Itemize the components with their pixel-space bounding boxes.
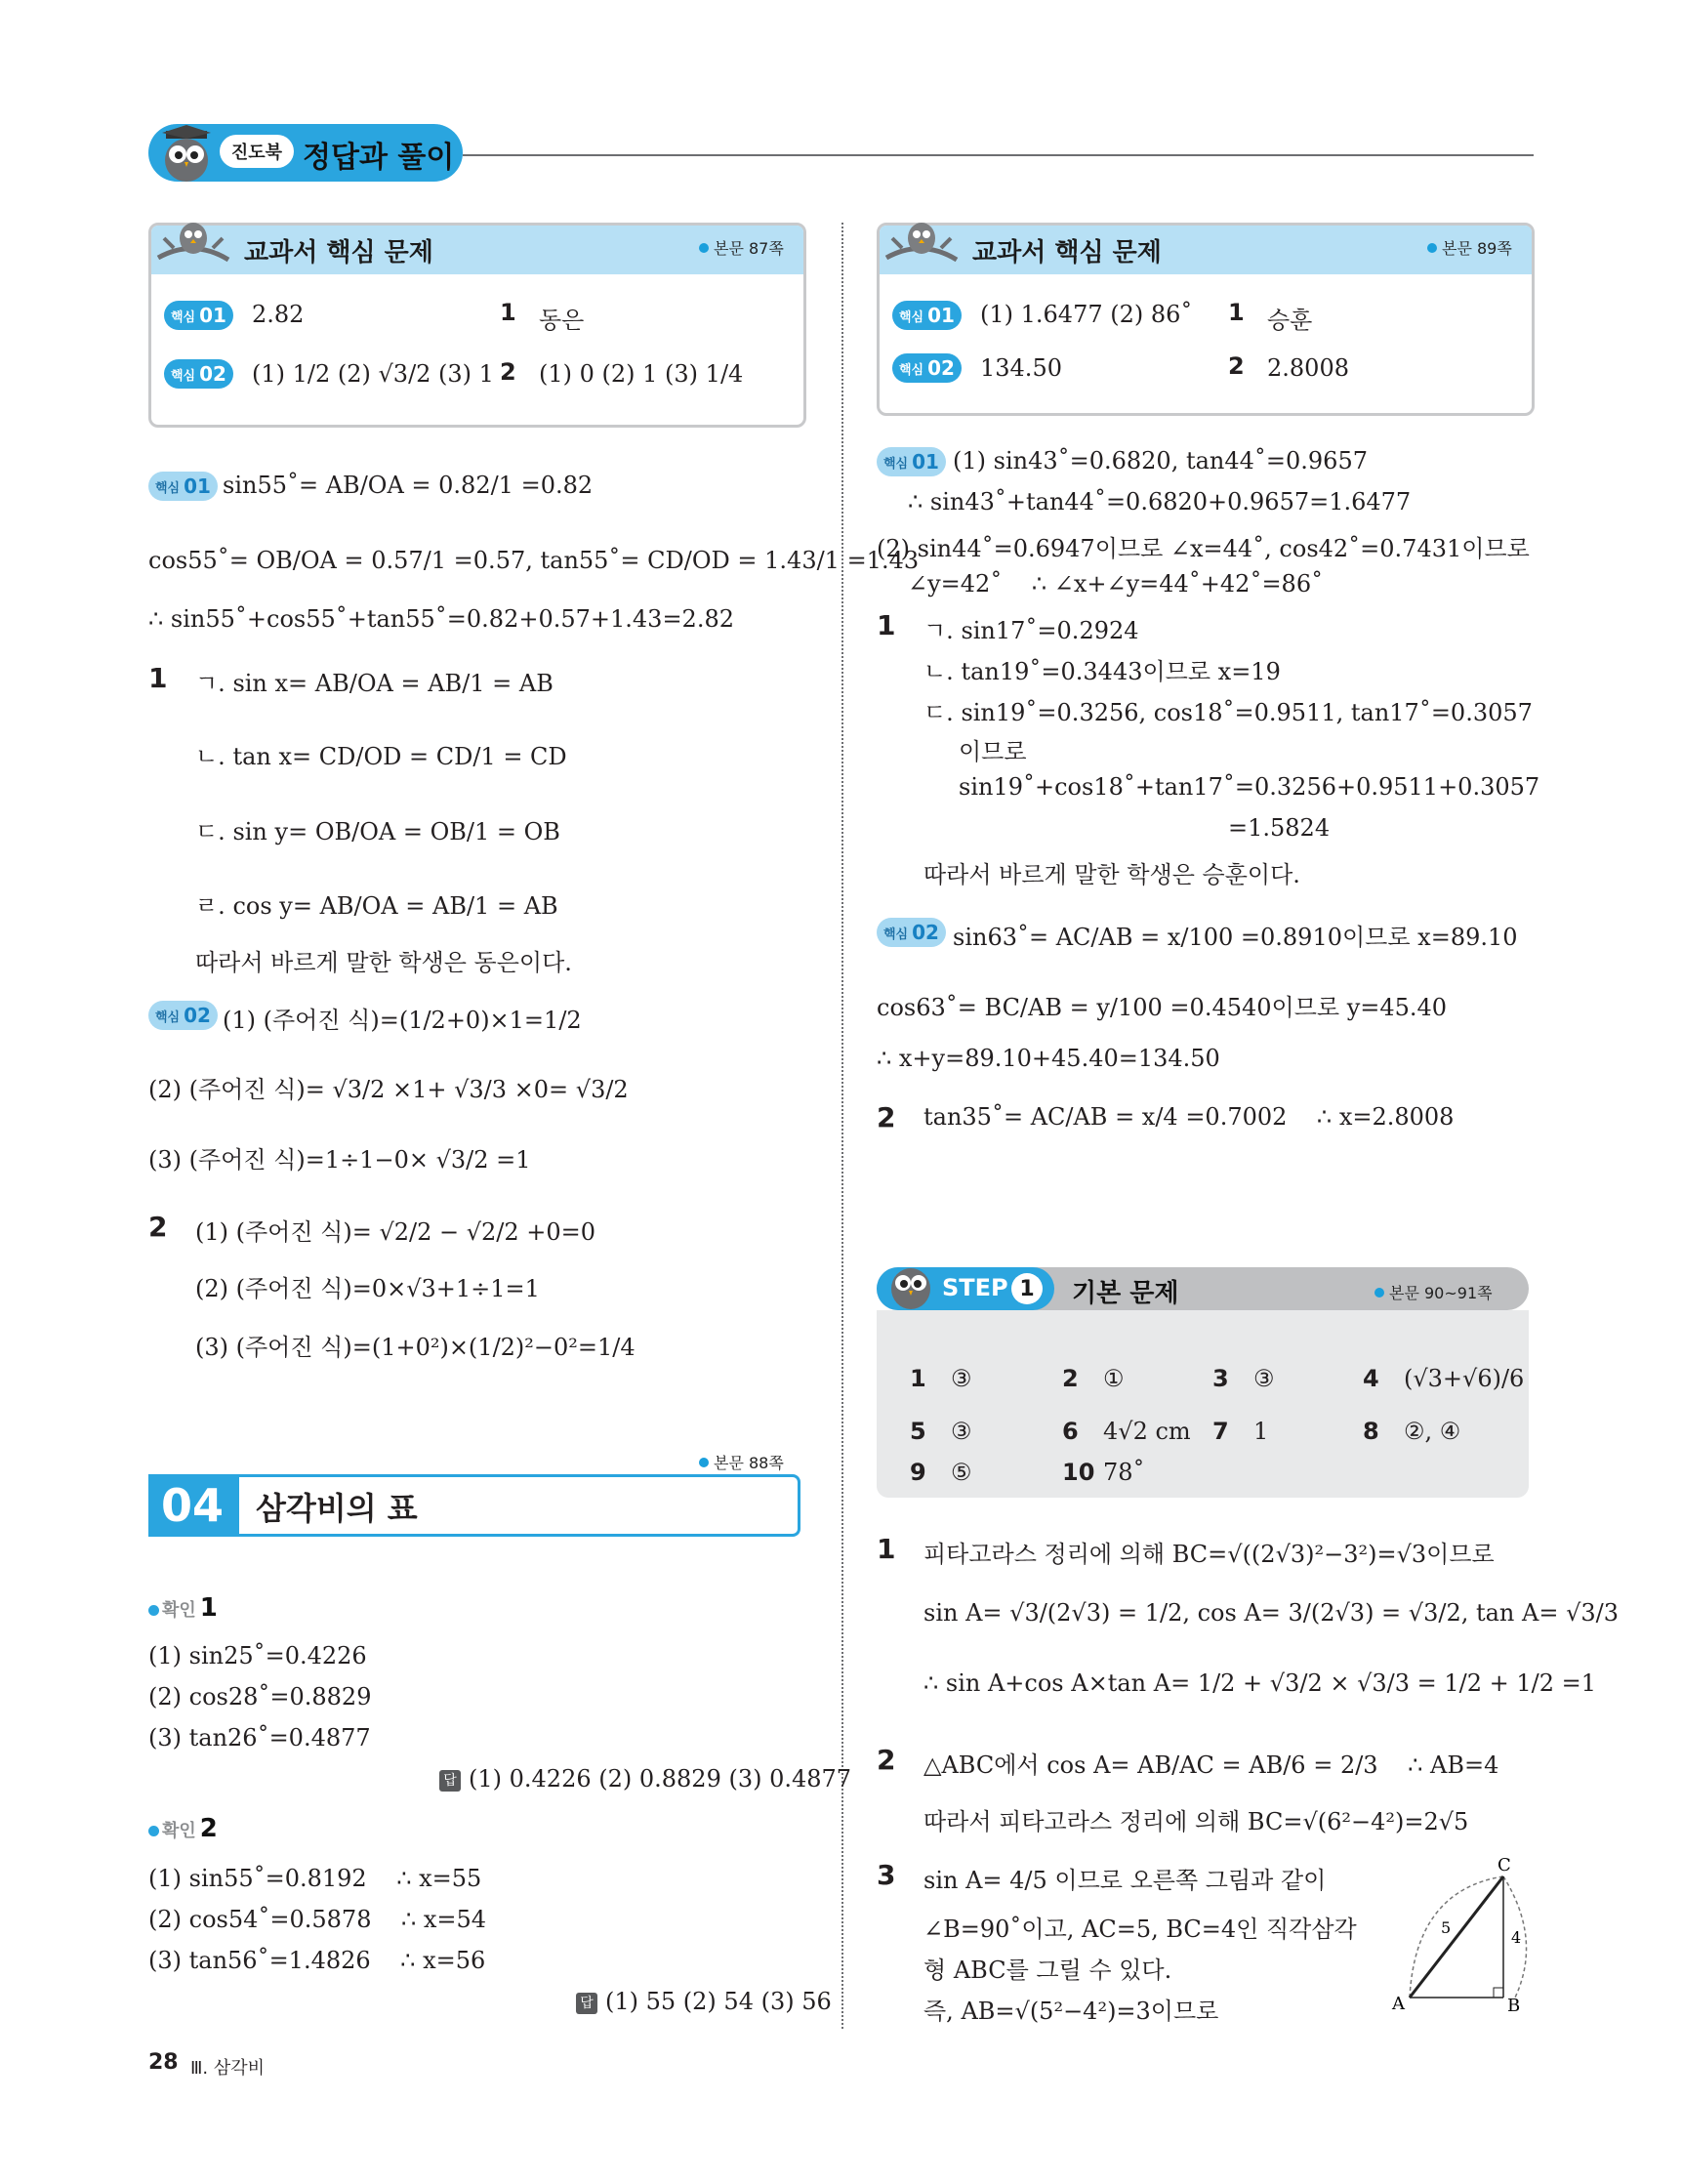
sol-line: ㄴ. tan x= CD/OD = CD/1 = CD bbox=[195, 743, 567, 770]
sol-line: =1.5824 bbox=[1228, 814, 1331, 842]
left-row2-q: 2 bbox=[500, 358, 516, 386]
problem-num: 3 bbox=[877, 1859, 896, 1891]
sol-line: (3) (주어진 식)=1÷1−0× √3/2 =1 bbox=[148, 1146, 531, 1174]
step-answer-value: 4√2 cm bbox=[1103, 1418, 1191, 1445]
confirm-2-answer bbox=[576, 1988, 832, 2015]
sol-line: 형 ABC를 그릴 수 있다. bbox=[923, 1957, 1172, 1984]
bird-icon bbox=[882, 209, 961, 273]
sol-line: (2) (주어진 식)= √3/2 ×1+ √3/3 ×0= √3/2 bbox=[148, 1076, 629, 1103]
chapter-label: Ⅲ. 삼각비 bbox=[190, 2058, 266, 2079]
right-row1-ans: 승훈 bbox=[1267, 307, 1313, 334]
confirm-num: 2 bbox=[199, 1814, 218, 1843]
confirm-dot-icon bbox=[148, 1826, 159, 1836]
sol-line: ㄷ. sin19˚=0.3256, cos18˚=0.9511, tan17˚=0.3057 bbox=[923, 699, 1533, 726]
step-answer-value: 78˚ bbox=[1103, 1459, 1145, 1486]
owl-icon bbox=[882, 1257, 939, 1314]
confirm-1-answer bbox=[439, 1765, 851, 1793]
confirm-line: (2) cos28˚=0.8829 bbox=[148, 1683, 372, 1710]
sol-line: ∠B=90˚이고, AC=5, BC=4인 직각삼각 bbox=[923, 1916, 1357, 1943]
sol-line: ㄱ. sin17˚=0.2924 bbox=[923, 617, 1139, 644]
left-row1-val: 2.82 bbox=[252, 301, 305, 328]
section-number: 04 bbox=[148, 1474, 236, 1537]
tag-label: 핵심 bbox=[883, 456, 909, 472]
sol-line: ㄷ. sin y= OB/OA = OB/1 = OB bbox=[195, 818, 560, 845]
problem-num: 2 bbox=[148, 1211, 168, 1243]
label-hyp: 5 bbox=[1441, 1918, 1452, 1937]
step-answer-num: 1 bbox=[910, 1365, 926, 1392]
sol-line: ㄴ. tan19˚=0.3443이므로 x=19 bbox=[923, 658, 1281, 685]
sol-line: sin19˚+cos18˚+tan17˚=0.3256+0.9511+0.3057 bbox=[959, 773, 1540, 801]
section-title: 삼각비의 표 bbox=[256, 1490, 418, 1527]
sol-line: 따라서 피타고라스 정리에 의해 BC=√(6²−4²)=2√5 bbox=[923, 1808, 1469, 1835]
ref-text: 본문 89쪽 bbox=[1442, 239, 1512, 258]
sol-line: ∴ sin55˚+cos55˚+tan55˚=0.82+0.57+1.43=2.82 bbox=[148, 605, 734, 633]
tag-num: 02 bbox=[912, 921, 939, 944]
step-answer-value: ③ bbox=[951, 1365, 972, 1392]
sol-line: ∴ sin43˚+tan44˚=0.6820+0.9657=1.6477 bbox=[908, 488, 1412, 515]
problem-num: 2 bbox=[877, 1101, 896, 1133]
step-number: 1 bbox=[1011, 1273, 1043, 1304]
sol-line: sin55˚= AB/OA = 0.82/1 =0.82 bbox=[223, 472, 594, 499]
step-answer-value: ③ bbox=[951, 1418, 972, 1445]
left-row2-ans: (1) 0 (2) 1 (3) 1/4 bbox=[539, 360, 744, 388]
label-side: 4 bbox=[1511, 1928, 1522, 1947]
step-label: STEP bbox=[942, 1274, 1008, 1301]
ref-dot-icon bbox=[699, 1458, 709, 1467]
step-answer-num: 7 bbox=[1212, 1418, 1229, 1445]
sol-line: 이므로 bbox=[959, 738, 1027, 765]
tag-num: 01 bbox=[927, 304, 955, 327]
step-answer-value: 1 bbox=[1253, 1418, 1269, 1445]
sol-line: ㄱ. sin x= AB/OA = AB/1 = AB bbox=[195, 670, 554, 697]
sol-line: cos55˚= OB/OA = 0.57/1 =0.57, tan55˚= CD/OD = 1.43/1 =1.43 bbox=[148, 547, 920, 574]
right-row1-q: 1 bbox=[1228, 299, 1245, 326]
right-row2-ans: 2.8008 bbox=[1267, 354, 1349, 382]
ref-dot-icon bbox=[1374, 1288, 1384, 1298]
problem-num: 1 bbox=[148, 662, 168, 694]
owl-icon bbox=[156, 125, 217, 185]
tag-num: 01 bbox=[912, 450, 939, 474]
ref-dot-icon bbox=[1427, 243, 1437, 253]
header-badge: 진도북 bbox=[220, 135, 294, 168]
tag-label: 핵심 bbox=[899, 309, 924, 325]
step-answer-num: 4 bbox=[1363, 1365, 1379, 1392]
step-answer-num: 10 bbox=[1062, 1459, 1095, 1486]
sol-line: (1) (주어진 식)=(1/2+0)×1=1/2 bbox=[223, 1007, 582, 1034]
confirm-dot-icon bbox=[148, 1605, 159, 1616]
step-answer-grid bbox=[877, 1310, 1529, 1498]
tag-label: 핵심 bbox=[899, 362, 924, 378]
right-box-ref bbox=[1427, 236, 1512, 259]
confirm-line: (3) tan56˚=1.4826 ∴ x=56 bbox=[148, 1947, 486, 1974]
step-answer-num: 8 bbox=[1363, 1418, 1379, 1445]
sol-line: sin63˚= AC/AB = x/100 =0.8910이므로 x=89.10 bbox=[953, 924, 1518, 951]
sol-line: ㄹ. cos y= AB/OA = AB/1 = AB bbox=[195, 892, 558, 920]
tag-label: 핵심 bbox=[171, 309, 196, 325]
sol-line: △ABC에서 cos A= AB/AC = AB/6 = 2/3 ∴ AB=4 bbox=[923, 1751, 1499, 1779]
sol-line: 따라서 바르게 말한 학생은 동은이다. bbox=[195, 949, 572, 976]
column-divider bbox=[841, 223, 843, 2029]
step-ref bbox=[1374, 1281, 1493, 1303]
confirm-num: 1 bbox=[199, 1593, 218, 1623]
tag-num: 01 bbox=[184, 474, 211, 498]
tag-02 bbox=[148, 1001, 218, 1030]
sol-line: cos63˚= BC/AB = y/100 =0.4540이므로 y=45.40 bbox=[877, 994, 1448, 1021]
sol-line: sin A= 4/5 이므로 오른쪽 그림과 같이 bbox=[923, 1867, 1327, 1894]
sol-line: sin A= √3/(2√3) = 1/2, cos A= 3/(2√3) = √3/2, tan A= √3/3 bbox=[923, 1599, 1619, 1627]
step-answer-num: 5 bbox=[910, 1418, 926, 1445]
tag-num: 02 bbox=[927, 356, 955, 380]
right-box-title: 교과서 핵심 문제 bbox=[972, 238, 1162, 268]
tag-label: 핵심 bbox=[171, 368, 196, 384]
confirm-line: (3) tan26˚=0.4877 bbox=[148, 1724, 371, 1751]
tag-num: 02 bbox=[184, 1004, 211, 1027]
confirm-text: 확인 bbox=[162, 1821, 196, 1841]
tag-02 bbox=[164, 359, 233, 389]
left-row1-ans: 동은 bbox=[539, 307, 585, 334]
sol-line: ∴ x+y=89.10+45.40=134.50 bbox=[877, 1045, 1220, 1072]
left-box-title: 교과서 핵심 문제 bbox=[244, 238, 433, 268]
step-answer-value: ②, ④ bbox=[1404, 1418, 1461, 1445]
problem-num: 2 bbox=[877, 1744, 896, 1776]
step-answer-value: (√3+√6)/6 bbox=[1404, 1365, 1525, 1392]
tag-label: 핵심 bbox=[155, 480, 181, 496]
sol-line: (2) sin44˚=0.6947이므로 ∠x=44˚, cos42˚=0.7431이므로 bbox=[877, 535, 1530, 562]
tag-02 bbox=[877, 918, 946, 947]
left-box-ref bbox=[699, 236, 784, 259]
tag-01 bbox=[877, 447, 946, 476]
left-row1-q: 1 bbox=[500, 299, 516, 326]
step-answer-num: 2 bbox=[1062, 1365, 1079, 1392]
sol-line: (3) (주어진 식)=(1+0²)×(1/2)²−0²=1/4 bbox=[195, 1334, 636, 1361]
bird-icon bbox=[154, 209, 232, 273]
step-answer-num: 3 bbox=[1212, 1365, 1229, 1392]
sol-line: 따라서 바르게 말한 학생은 승훈이다. bbox=[923, 861, 1300, 888]
step-answer-value: ③ bbox=[1253, 1365, 1275, 1392]
answer-text: (1) 55 (2) 54 (3) 56 bbox=[605, 1988, 832, 2015]
step-answer-value: ⑤ bbox=[951, 1459, 972, 1486]
right-row2-val: 134.50 bbox=[980, 354, 1062, 382]
tag-num: 02 bbox=[199, 362, 226, 386]
page-title: 정답과 풀이 bbox=[303, 141, 455, 175]
answer-icon: 답 bbox=[576, 1993, 597, 2014]
ref-text: 본문 90~91쪽 bbox=[1389, 1284, 1493, 1302]
answer-text: (1) 0.4226 (2) 0.8829 (3) 0.4877 bbox=[469, 1765, 852, 1793]
step-answer-num: 6 bbox=[1062, 1418, 1079, 1445]
confirm-text: 확인 bbox=[162, 1600, 196, 1621]
confirm-1-label bbox=[148, 1593, 218, 1623]
right-row2-q: 2 bbox=[1228, 352, 1245, 380]
problem-num: 1 bbox=[877, 609, 896, 641]
sol-line: tan35˚= AC/AB = x/4 =0.7002 ∴ x=2.8008 bbox=[923, 1103, 1455, 1131]
tag-01 bbox=[892, 301, 962, 330]
confirm-line: (1) sin25˚=0.4226 bbox=[148, 1642, 367, 1669]
sol-line: (1) sin43˚=0.6820, tan44˚=0.9657 bbox=[953, 447, 1368, 474]
step-answer-value: ① bbox=[1103, 1365, 1125, 1392]
confirm-line: (2) cos54˚=0.5878 ∴ x=54 bbox=[148, 1906, 487, 1933]
sol-line: 피타고라스 정리에 의해 BC=√((2√3)²−3²)=√3이므로 bbox=[923, 1541, 1495, 1568]
label-A: A bbox=[1392, 1994, 1405, 2014]
confirm-line: (1) sin55˚=0.8192 ∴ x=55 bbox=[148, 1865, 482, 1892]
header-rule bbox=[463, 154, 1534, 156]
ref-dot-icon bbox=[699, 243, 709, 253]
ref-text: 본문 87쪽 bbox=[714, 239, 784, 258]
tag-01 bbox=[164, 301, 233, 330]
left-row2-val: (1) 1/2 (2) √3/2 (3) 1 bbox=[252, 360, 494, 388]
answer-icon: 답 bbox=[439, 1770, 461, 1792]
triangle-figure bbox=[1386, 1851, 1542, 2023]
section-ref bbox=[699, 1451, 784, 1473]
sol-line: (1) (주어진 식)= √2/2 − √2/2 +0=0 bbox=[195, 1218, 596, 1246]
label-B: B bbox=[1507, 1996, 1521, 2016]
tag-01 bbox=[148, 472, 218, 501]
right-row1-val: (1) 1.6477 (2) 86˚ bbox=[980, 301, 1193, 328]
tag-label: 핵심 bbox=[155, 1010, 181, 1025]
sol-line: (2) (주어진 식)=0×√3+1÷1=1 bbox=[195, 1275, 540, 1302]
page-number: 28 bbox=[148, 2050, 179, 2075]
problem-num: 1 bbox=[877, 1533, 896, 1565]
sol-line: ∴ sin A+cos A×tan A= 1/2 + √3/2 × √3/3 = 1/2 + 1/2 =1 bbox=[923, 1669, 1596, 1697]
sol-line: ∠y=42˚ ∴ ∠x+∠y=44˚+42˚=86˚ bbox=[908, 570, 1324, 598]
tag-num: 01 bbox=[199, 304, 226, 327]
sol-line: 즉, AB=√(5²−4²)=3이므로 bbox=[923, 1998, 1219, 2025]
step-answer-num: 9 bbox=[910, 1459, 926, 1486]
label-C: C bbox=[1497, 1855, 1511, 1875]
ref-text: 본문 88쪽 bbox=[714, 1454, 784, 1472]
tag-02 bbox=[892, 353, 962, 383]
step-title: 기본 문제 bbox=[1072, 1279, 1179, 1308]
confirm-2-label bbox=[148, 1814, 218, 1843]
tag-label: 핵심 bbox=[883, 927, 909, 942]
